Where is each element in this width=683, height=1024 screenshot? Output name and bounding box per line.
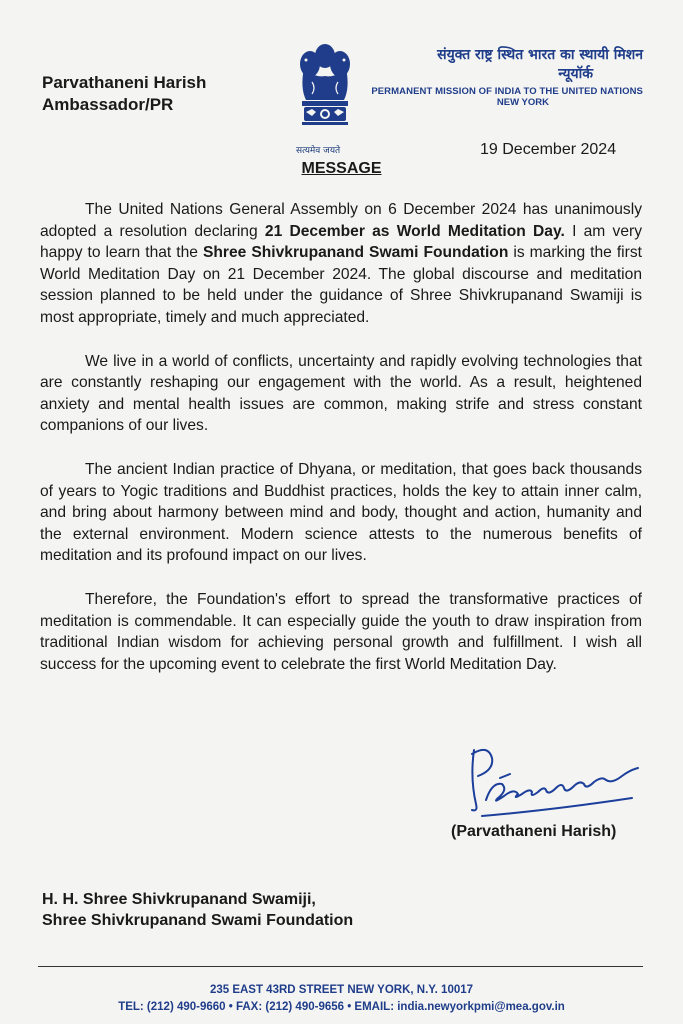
mission-hindi-line1: संयुक्त राष्ट्र स्थित भारत का स्थायी मिशन: [437, 47, 643, 63]
highlight-date: 21 December as World Meditation Day.: [264, 222, 565, 240]
addressee-line1: H. H. Shree Shivkrupanand Swamiji,: [42, 891, 316, 908]
message-body: [40, 199, 642, 697]
footer-address: 235 EAST 43RD STREET NEW YORK, N.Y. 10017: [209, 984, 474, 996]
message-heading: MESSAGE: [301, 160, 382, 177]
message-heading-wrap: [0, 160, 683, 178]
signatory-name: (Parvathaneni Harish): [451, 823, 617, 840]
paragraph-4: Therefore, the Foundation's effort to spread the transformative practices of meditation is commendable. It can especially guide the youth to draw inspiration from traditional Indian wisdom for achieving personal growth and fulfillment. I wish all success for the upcoming event to celebrate the first World Meditation Day.: [40, 590, 642, 673]
addressee-block: [42, 889, 353, 931]
addressee-line2: Shree Shivkrupanand Swami Foundation: [42, 912, 354, 929]
paragraph-1: The United Nations General Assembly on 6 December 2024 has unanimously adopted a resolution declaring 21 December as World Meditation Day. I am very happy to learn that the Shree Shivkrupanand Swami Foundation is marking the first World Meditation Day on 21 December 2024. The global discourse and meditation session planned to be held under the guidance of Shree Shivkrupanand Swamiji is most appropriate, timely and much appreciated.: [40, 201, 642, 326]
mission-english-line2: NEW YORK: [496, 97, 549, 108]
mission-letterhead: [371, 46, 643, 108]
mission-english-line1: PERMANENT MISSION OF INDIA TO THE UNITED NATIONS: [371, 86, 643, 97]
paragraph-3: The ancient Indian practice of Dhyana, or meditation, that goes back thousands of years to Yogic traditions and Buddhist practices, holds the key to attain inner calm, and bring about harmony between mind and body, thought and action, humanity and the external environment. Modern science attests to the numerous benefits of meditation and its profound impact on our lives.: [40, 460, 642, 565]
footer-divider: [38, 966, 643, 967]
sender-title: Ambassador/PR: [42, 95, 174, 114]
highlight-foundation: Shree Shivkrupanand Swami Foundation: [203, 244, 509, 262]
sender-block: [42, 72, 206, 116]
letterhead-footer: [0, 982, 683, 1016]
footer-contact: TEL: (212) 490-9660 • FAX: (212) 490-9656 • EMAIL: india.newyorkpmi@mea.gov.in: [118, 1001, 565, 1013]
letter-date: 19 December 2024: [480, 141, 617, 158]
emblem-motto: सत्यमेव जयते: [296, 146, 341, 156]
mission-hindi-line2: न्यूयॉर्क: [558, 66, 593, 82]
sender-name: Parvathaneni Harish: [42, 73, 207, 92]
national-emblem-icon: [292, 38, 358, 156]
paragraph-2: We live in a world of conflicts, uncertainty and rapidly evolving technologies that are constantly reshaping our engagement with the world. As a result, heightened anxiety and mental health issues are common, making strife and stress constant companions of our lives.: [40, 352, 642, 435]
handwritten-signature: [452, 738, 647, 828]
